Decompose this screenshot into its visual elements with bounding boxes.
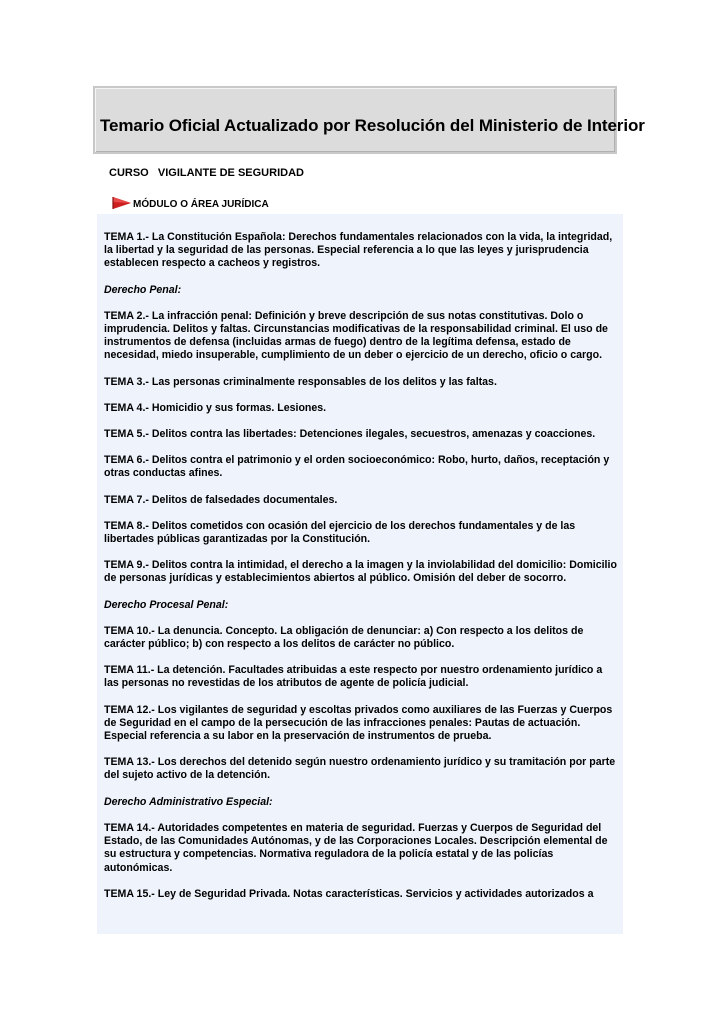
section-heading: Derecho Administrativo Especial:	[104, 795, 273, 808]
tema-item: TEMA 7.- Delitos de falsedades documentales.	[104, 493, 338, 506]
tema-item: TEMA 1.- La Constitución Española: Derechos fundamentales relacionados con la vida, la integridad, la libertad y la seguridad de las personas. Especial referencia a lo que las leyes y jurisprudencia establecen respecto a cacheos y registros.	[104, 231, 613, 270]
tema-item: TEMA 13.- Los derechos del detenido según nuestro ordenamiento jurídico y su tramitación por parte del sujeto activo de la detención.	[104, 756, 616, 782]
module-label: MÓDULO O ÁREA JURÍDICA	[133, 199, 269, 210]
tema-item: TEMA 11.- La detención. Facultades atribuidas a este respecto por nuestro ordenamiento jurídico a las personas no revestidas de los atributos de agente de policía judicial.	[104, 664, 603, 690]
tema-item: TEMA 14.- Autoridades competentes en materia de seguridad. Fuerzas y Cuerpos de Seguridad del Estado, de las Comunidades Autónomas, y de las Corporaciones Locales. Descripción elemental de su estructura y competencias. Normativa reguladora de la policía estatal y de las policías autonómicas.	[104, 821, 608, 874]
course-line: CURSO VIGILANTE DE SEGURIDAD	[109, 167, 304, 179]
tema-item: TEMA 12.- Los vigilantes de seguridad y escoltas privados como auxiliares de las Fuerzas y Cuerpos de Seguridad en el campo de la persecución de las infracciones penales: Pautas de actuación. Especial referencia a su labor en la preservación de instrumentos de prueba.	[104, 703, 613, 743]
tema-item: TEMA 6.- Delitos contra el patrimonio y el orden socioeconómico: Robo, hurto, daños, receptación y otras conductas afines.	[104, 454, 610, 480]
tema-item: TEMA 5.- Delitos contra las libertades: Detenciones ilegales, secuestros, amenazas y coacciones.	[104, 428, 596, 441]
tema-item: TEMA 15.- Ley de Seguridad Privada. Notas características. Servicios y actividades autorizados a	[104, 887, 594, 900]
section-heading: Derecho Penal:	[104, 283, 182, 296]
tema-item: TEMA 8.- Delitos cometidos con ocasión del ejercicio de los derechos fundamentales y de las libertades públicas garantizadas por la Constitución.	[104, 519, 576, 546]
tema-item: TEMA 3.- Las personas criminalmente responsables de los delitos y las faltas.	[104, 375, 497, 388]
red-flag-icon	[112, 196, 132, 210]
module-heading	[112, 193, 269, 213]
tema-item: TEMA 4.- Homicidio y sus formas. Lesiones.	[104, 401, 327, 414]
tema-item: TEMA 9.- Delitos contra la intimidad, el derecho a la imagen y la inviolabilidad del domicilio: Domicilio de personas jurídicas y establecimientos abiertos al público. Omisión del deber de socorro.	[104, 559, 617, 585]
tema-item: TEMA 2.- La infracción penal: Definición y breve descripción de sus notas constitutivas. Dolo o imprudencia. Delitos y faltas. Circunstancias modificativas de la responsabilidad criminal. El uso de instrumentos de defensa (incluidas armas de fuego) dentro de la legítima defensa, estado de necesidad, miedo insuperable, cumplimiento de un deber o ejercicio de un derecho, oficio o cargo.	[104, 309, 608, 362]
tema-item: TEMA 10.- La denuncia. Concepto. La obligación de denunciar: a) Con respecto a los delitos de carácter público; b) con respecto a los delitos de carácter no público.	[104, 624, 584, 651]
syllabus-panel	[97, 214, 623, 934]
syllabus-list	[97, 214, 623, 901]
document-title: Temario Oficial Actualizado por Resolución del Ministerio de Interior	[100, 116, 645, 135]
title-box	[93, 86, 645, 154]
section-heading: Derecho Procesal Penal:	[104, 598, 229, 611]
